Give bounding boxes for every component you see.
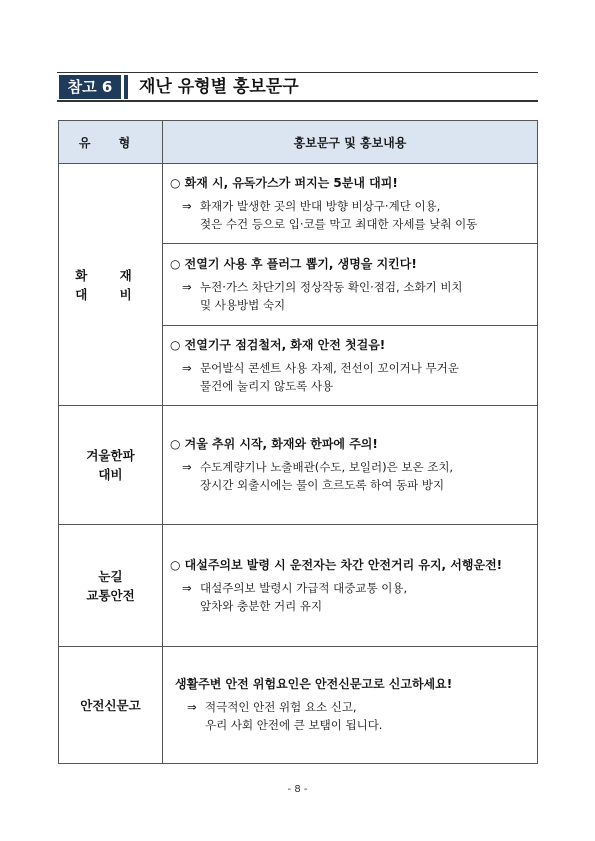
header-top-rule [57,72,538,73]
table-row [59,164,538,244]
slogan-item [163,647,538,764]
slogan-item [163,244,538,326]
arrow-icon: ⇒ [182,580,192,595]
slogan-heading: ○ 화재 시, 유독가스가 퍼지는 5분내 대피! [170,175,398,190]
table-row [59,647,538,764]
slogan-heading: ○ 대설주의보 발령 시 운전자는 차간 안전거리 유지, 서행운전! [170,557,503,572]
appendix-header [57,72,538,102]
slogan-detail: ⇒ 수도계량기나 노출배관(수도, 보일러)은 보온 조치, 장시간 외출시에는 물이 흐르도록 하여 동파 방지 [182,460,454,492]
category-fire: 화 재 대 비 [59,164,163,406]
slogan-detail: ⇒ 대설주의보 발령시 가급적 대중교통 이용, 앞차와 충분한 거리 유지 [182,580,408,613]
arrow-icon: ⇒ [187,700,197,714]
page-number: - 8 - [287,784,308,795]
slogan-heading: ○ 겨울 추위 시작, 화재와 한파에 주의! [170,437,378,451]
header-bottom-rule [57,100,538,102]
slogan-detail: ⇒ 누전·가스 차단기의 정상작동 확인·점검, 소화기 비치 및 사용방법 숙지 [182,279,463,312]
slogan-item [163,164,538,244]
slogan-heading: ○ 전열기구 점검철저, 화재 안전 첫걸음! [170,337,386,352]
slogan-detail: ⇒ 적극적인 안전 위험 요소 신고, 우리 사회 안전에 큰 보탬이 됩니다. [187,700,383,732]
category-snow-road-safety: 눈길 교통안전 [59,525,163,647]
category-winter-cold: 겨울한파 대비 [59,406,163,525]
slogan-item [163,525,538,647]
column-header-type: 유 형 [59,121,163,164]
arrow-icon: ⇒ [182,279,192,294]
category-safety-report: 안전신문고 [59,647,163,764]
table-row [59,406,538,525]
campaign-slogan-table [58,120,538,764]
arrow-icon: ⇒ [182,460,192,474]
slogan-detail: ⇒ 화재가 발생한 곳의 반대 방향 비상구·계단 이용, 젖은 수건 등으로 입·코를 막고 최대한 자세를 낮춰 이동 [182,198,478,231]
slogan-heading: ○ 전열기 사용 후 플러그 뽑기, 생명을 지킨다! [170,256,417,271]
page-title: 재난 유형별 홍보문구 [139,77,299,97]
header-accent-bar [124,75,128,99]
table-header-row [59,121,538,164]
arrow-icon: ⇒ [182,198,192,213]
slogan-detail: ⇒ 문어발식 콘센트 사용 자제, 전선이 꼬이거나 무거운 물건에 눌리지 않도록 사용 [182,360,459,393]
appendix-badge: 참고 6 [59,75,121,99]
slogan-heading: 생활주변 안전 위험요인은 안전신문고로 신고하세요! [175,677,453,691]
column-header-content: 홍보문구 및 홍보내용 [163,121,538,164]
slogan-item [163,406,538,525]
table-row [59,525,538,647]
arrow-icon: ⇒ [182,360,192,375]
slogan-item [163,326,538,406]
